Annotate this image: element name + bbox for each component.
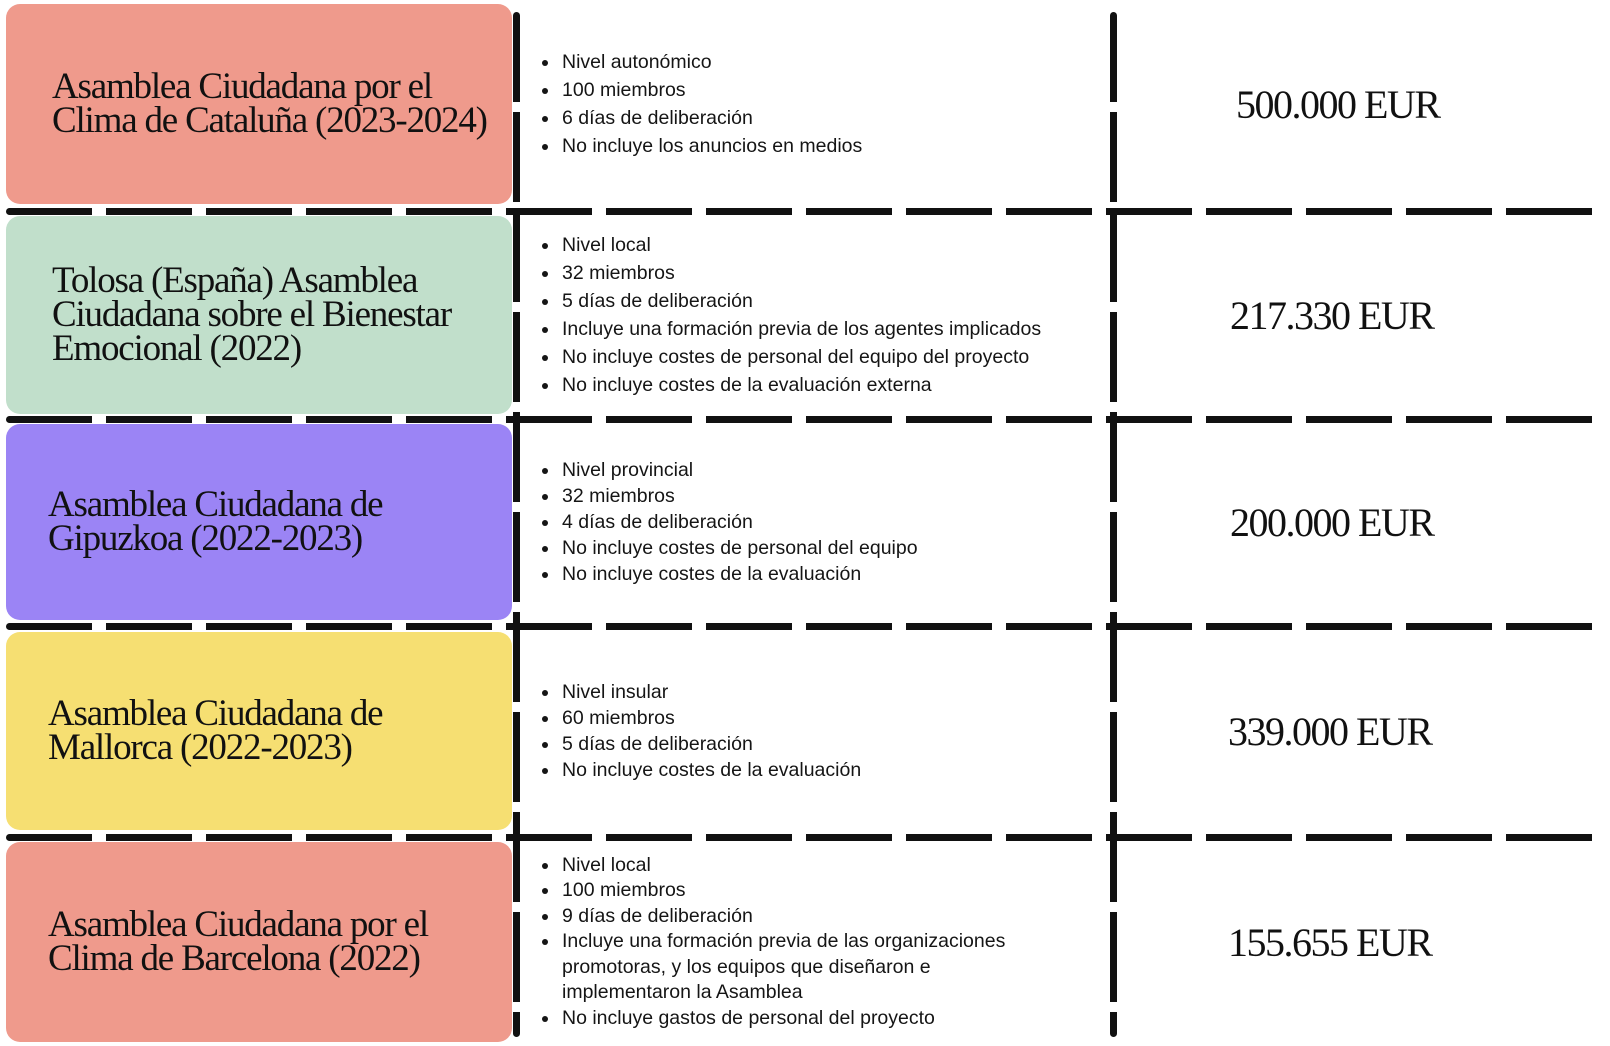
column-divider [513,12,520,1037]
detail-item: • No incluye costes de la evaluación externa [560,371,1041,399]
assembly-title: Asamblea Ciudadana de Mallorca (2022-2023) [48,693,383,768]
assembly-title: Asamblea Ciudadana por el Clima de Cataluña (2023-2024) [52,66,487,141]
detail-item: • No incluye costes de la evaluación [560,757,861,783]
assembly-details-list [530,48,862,160]
assembly-cost-cell [1130,4,1570,204]
detail-item: • No incluye gastos de personal del proyecto [560,1006,1060,1032]
assembly-details-cell [530,216,1090,414]
detail-item: • Nivel local [560,853,1060,879]
detail-item: • 5 días de deliberación [560,731,861,757]
assembly-cost: 339.000 EUR [1228,708,1432,754]
assembly-details-list [530,853,1060,1032]
assembly-cost: 500.000 EUR [1236,81,1440,127]
table-row [0,424,1610,622]
detail-item: • 100 miembros [560,878,1060,904]
detail-item: • 4 días de deliberación [560,509,918,535]
detail-item: • Nivel insular [560,679,861,705]
row-divider [6,623,1606,630]
detail-item: • 5 días de deliberación [560,287,1041,315]
detail-item: • No incluye los anuncios en medios [560,132,862,160]
assembly-title-cell [6,632,512,830]
assembly-title-cell [6,216,512,414]
row-divider [6,416,1606,423]
assembly-details-cell [530,842,1090,1042]
detail-item: • Incluye una formación previa de las organizaciones promotoras, y los equipos que diseñaron e implementaron la Asamblea [560,929,1060,1006]
detail-item: • 9 días de deliberación [560,904,1060,930]
assembly-details-cell [530,4,1090,204]
assembly-title: Tolosa (España) Asamblea Ciudadana sobre el Bienestar Emocional (2022) [52,260,451,369]
assembly-cost-cell [1130,424,1570,620]
assembly-title-cell [6,4,512,204]
assembly-cost: 217.330 EUR [1230,292,1434,338]
detail-item: • Nivel local [560,231,1041,259]
assembly-details-cell [530,632,1090,830]
assembly-cost-cell [1130,632,1570,830]
detail-item: • No incluye costes de la evaluación [560,561,918,587]
assembly-details-list [530,231,1041,399]
assembly-cost-cell [1130,842,1570,1042]
table-row [0,4,1610,209]
assembly-cost-cell [1130,216,1570,414]
detail-item: • Nivel provincial [560,457,918,483]
assembly-title: Asamblea Ciudadana de Gipuzkoa (2022-2023) [48,484,383,559]
detail-item: • 6 días de deliberación [560,104,862,132]
assembly-details-list [530,457,918,587]
row-divider [6,208,1606,215]
detail-item: • Nivel autonómico [560,48,862,76]
column-divider [1110,12,1117,1037]
assembly-details-cell [530,424,1090,620]
assembly-title-cell [6,424,512,620]
detail-item: • No incluye costes de personal del equipo [560,535,918,561]
detail-item: • 100 miembros [560,76,862,104]
detail-item: • No incluye costes de personal del equipo del proyecto [560,343,1041,371]
table-row [0,632,1610,832]
assembly-title: Asamblea Ciudadana por el Clima de Barcelona (2022) [48,904,428,979]
detail-item: • 32 miembros [560,483,918,509]
detail-item: • 32 miembros [560,259,1041,287]
assembly-title-cell [6,842,512,1042]
assembly-cost: 155.655 EUR [1228,919,1432,965]
table-row [0,842,1610,1042]
assembly-details-list [530,679,861,783]
table-row [0,216,1610,416]
assembly-cost: 200.000 EUR [1230,499,1434,545]
row-divider [6,834,1606,841]
detail-item: • 60 miembros [560,705,861,731]
detail-item: • Incluye una formación previa de los agentes implicados [560,315,1041,343]
